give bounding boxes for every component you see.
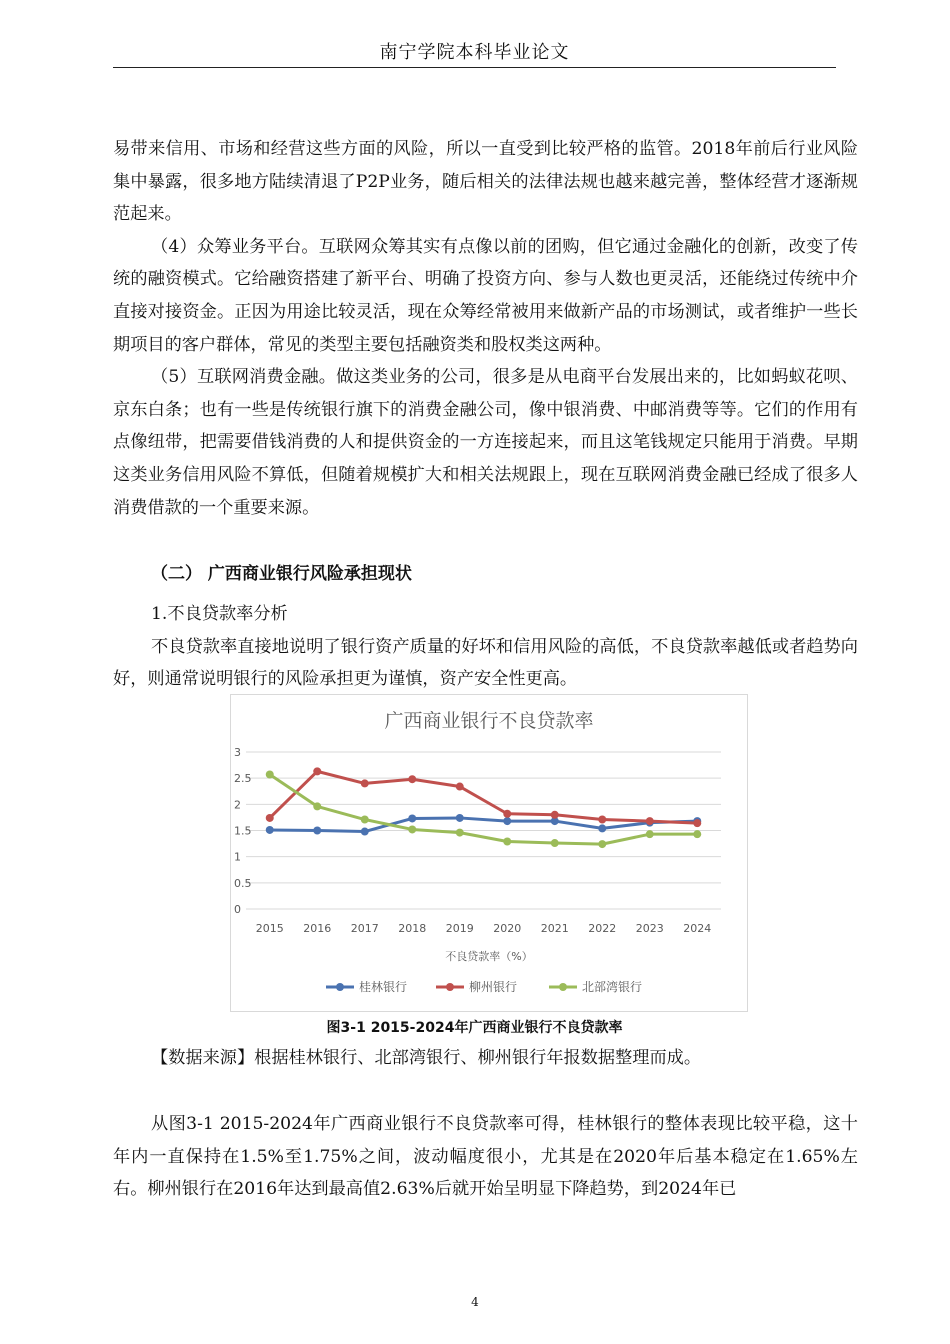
paragraph-crowdfunding: （4）众筹业务平台。互联网众筹其实有点像以前的团购，但它通过金融化的创新，改变了传统的融资模式。它给融资搭建了新平台、明确了投资方向、参与人数也更灵活，还能绕过传统中介直接对接资金。正因为用途比较灵活，现在众筹经常被用来做新产品的市场测试，或者维护一些长期项目的客户群体，常见的类型主要包括融资类和股权类这两种。 <box>113 236 858 355</box>
legend-label-1: 柳州银行 <box>469 980 518 994</box>
body-text-source <box>113 1042 858 1075</box>
body-text-bottom <box>113 1108 858 1206</box>
series-1-point-2016 <box>313 767 321 775</box>
series-2-point-2018 <box>408 825 416 833</box>
series-2-point-2022 <box>598 840 606 848</box>
page-header-title: 南宁学院本科毕业论文 <box>379 42 570 63</box>
series-1-point-2017 <box>361 779 369 787</box>
series-2-point-2024 <box>693 830 701 838</box>
figure-caption: 图3-1 2015-2024年广西商业银行不良贷款率 <box>326 1020 623 1036</box>
chart-title: 广西商业银行不良贷款率 <box>384 710 594 732</box>
y-tick-label-4: 2 <box>234 798 241 812</box>
x-tick-label-2024: 2024 <box>683 922 712 935</box>
x-axis-label: 不良贷款率（%） <box>445 950 533 963</box>
series-1-point-2021 <box>551 811 559 819</box>
series-1-point-2019 <box>456 783 464 791</box>
y-tick-label-1: 0.5 <box>234 876 252 890</box>
series-2-point-2020 <box>503 837 511 845</box>
x-tick-label-2023: 2023 <box>635 922 664 935</box>
series-1-point-2024 <box>693 819 701 827</box>
body-text-top <box>113 133 858 524</box>
series-2-point-2021 <box>551 839 559 847</box>
series-0-point-2020 <box>503 817 511 825</box>
paragraph-consumer-finance: （5）互联网消费金融。做这类业务的公司，很多是从电商平台发展出来的，比如蚂蚁花呗、京东白条；也有一些是传统银行旗下的消费金融公司，像中银消费、中邮消费等等。它们的作用有点像纽带，把需要借钱消费的人和提供资金的一方连接起来，而且这笔钱规定只能用于消费。早期这类业务信用风险不算低，但随着规模扩大和相关法规跟上，现在互联网消费金融已经成了很多人消费借款的一个重要来源。 <box>113 367 858 518</box>
paragraph-npl-analysis: 从图3-1 2015-2024年广西商业银行不良贷款率可得，桂林银行的整体表现比较平稳，这十年内一直保持在1.5%至1.75%之间，波动幅度很小，尤其是在2020年后基本稳定在1.65%左右。柳州银行在2016年达到最高值2.63%后就开始呈明显下降趋势，到2024年已 <box>113 1114 858 1200</box>
series-1-point-2023 <box>646 817 654 825</box>
series-2-point-2019 <box>456 829 464 837</box>
series-0-point-2018 <box>408 814 416 822</box>
series-0-point-2015 <box>266 826 274 834</box>
series-1-point-2020 <box>503 810 511 818</box>
y-tick-label-0: 0 <box>234 903 241 916</box>
header-divider <box>113 67 836 68</box>
x-tick-label-2016: 2016 <box>303 922 332 935</box>
paragraph-p2p-risk: 易带来信用、市场和经营这些方面的风险，所以一直受到比较严格的监管。2018年前后行业风险集中暴露，很多地方陆续清退了P2P业务，随后相关的法律法规也越来越完善，整体经营才逐渐规范起来。 <box>113 139 858 225</box>
legend-label-2: 北部湾银行 <box>582 980 643 994</box>
chart-canvas <box>231 695 747 1011</box>
x-tick-label-2020: 2020 <box>493 922 522 935</box>
y-tick-label-5: 2.5 <box>234 772 252 786</box>
source-note: 【数据来源】根据桂林银行、北部湾银行、柳州银行年报数据整理而成。 <box>151 1048 702 1068</box>
legend-marker-1 <box>446 983 454 991</box>
paragraph-npl-intro: 不良贷款率直接地说明了银行资产质量的好坏和信用风险的高低，不良贷款率越低或者趋势向好，则通常说明银行的风险承担更为谨慎，资产安全性更高。 <box>113 636 858 690</box>
x-tick-label-2015: 2015 <box>255 922 284 935</box>
series-2-point-2017 <box>361 816 369 824</box>
x-tick-label-2019: 2019 <box>445 922 474 935</box>
body-text-mid <box>113 598 858 696</box>
npl-line-chart <box>230 694 748 1012</box>
subsection-heading: 1.不良贷款率分析 <box>151 604 288 624</box>
series-0-point-2022 <box>598 824 606 832</box>
series-1-point-2015 <box>266 814 274 822</box>
series-2-point-2016 <box>313 802 321 810</box>
x-tick-label-2017: 2017 <box>350 922 379 935</box>
legend-marker-0 <box>336 983 344 991</box>
y-tick-label-2: 1 <box>234 850 241 864</box>
legend-marker-2 <box>559 983 567 991</box>
section-heading: （二） 广西商业银行风险承担现状 <box>151 564 412 584</box>
page-number: 4 <box>471 1295 479 1309</box>
series-line-2 <box>270 775 698 845</box>
x-tick-label-2018: 2018 <box>398 922 427 935</box>
series-1-point-2018 <box>408 775 416 783</box>
y-tick-label-6: 3 <box>234 746 241 759</box>
y-tick-label-3: 1.5 <box>234 824 252 838</box>
x-tick-label-2021: 2021 <box>540 922 569 935</box>
legend-label-0: 桂林银行 <box>359 980 408 994</box>
series-0-point-2017 <box>361 828 369 836</box>
x-tick-label-2022: 2022 <box>588 922 617 935</box>
series-line-1 <box>270 771 698 823</box>
series-0-point-2016 <box>313 827 321 835</box>
series-2-point-2015 <box>266 771 274 779</box>
series-0-point-2019 <box>456 814 464 822</box>
series-2-point-2023 <box>646 830 654 838</box>
series-1-point-2022 <box>598 816 606 824</box>
